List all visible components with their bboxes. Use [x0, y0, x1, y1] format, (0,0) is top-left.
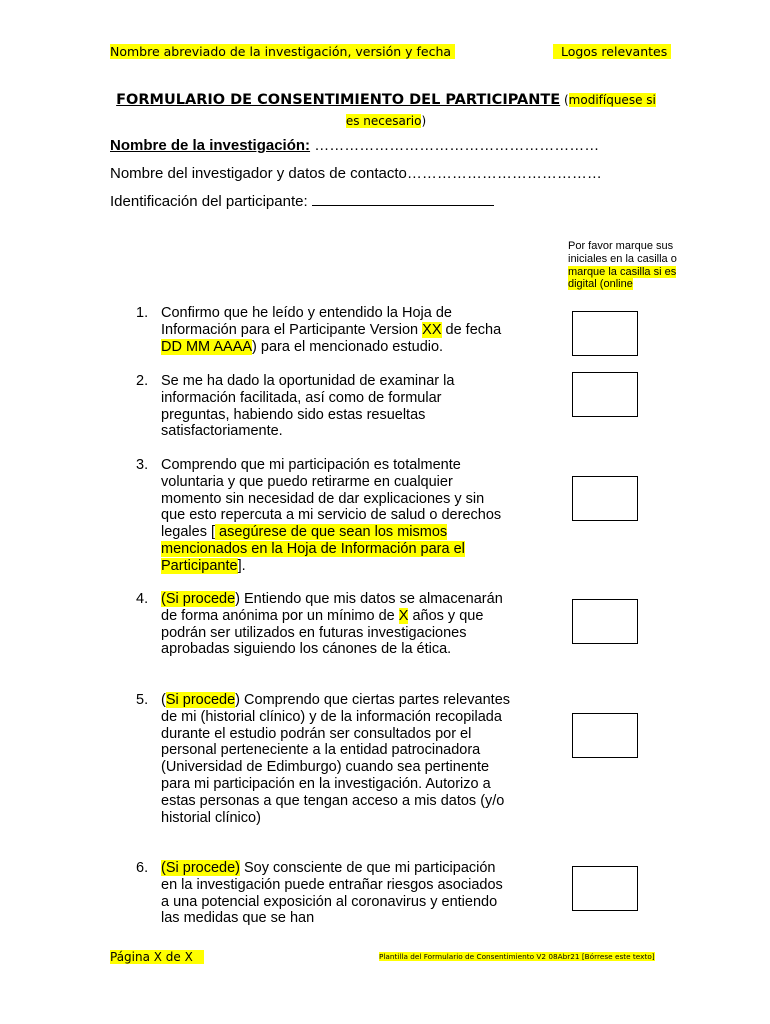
form-title-note: modifíquese si es necesario [345, 93, 656, 128]
template-version: Plantilla del Formulario de Consentimiento V2 08Abr21 [Bórrese este texto] [379, 952, 655, 961]
participant-id-line[interactable] [312, 193, 494, 206]
participant-id-field [110, 193, 494, 211]
consent-checkbox-4[interactable] [572, 599, 638, 644]
form-title-main: FORMULARIO DE CONSENTIMIENTO DEL PARTICIPANTE [116, 92, 561, 108]
research-name-label: Nombre de la investigación: [110, 137, 311, 154]
page-number: Página X de X [110, 950, 204, 965]
initials-instruction: Por favor marque sus iniciales en la casilla o marque la casilla si es digital (online [568, 240, 677, 291]
header-study-name: Nombre abreviado de la investigación, versión y fecha [110, 44, 455, 59]
participant-id-label: Identificación del participante: [110, 193, 312, 210]
consent-checkbox-6[interactable] [572, 866, 638, 911]
header-logos: Logos relevantes [553, 44, 671, 59]
investigator-field: Nombre del investigador y datos de contacto………………………………… [110, 165, 602, 182]
consent-checkbox-5[interactable] [572, 713, 638, 758]
research-name-dots: ………………………………………………… [310, 137, 600, 154]
consent-checkbox-3[interactable] [572, 476, 638, 521]
form-title: FORMULARIO DE CONSENTIMIENTO DEL PARTICIPANTE (modifíquese si es necesario) [116, 92, 656, 128]
consent-checkbox-1[interactable] [572, 311, 638, 356]
consent-checkbox-2[interactable] [572, 372, 638, 417]
research-name-field [110, 137, 599, 155]
